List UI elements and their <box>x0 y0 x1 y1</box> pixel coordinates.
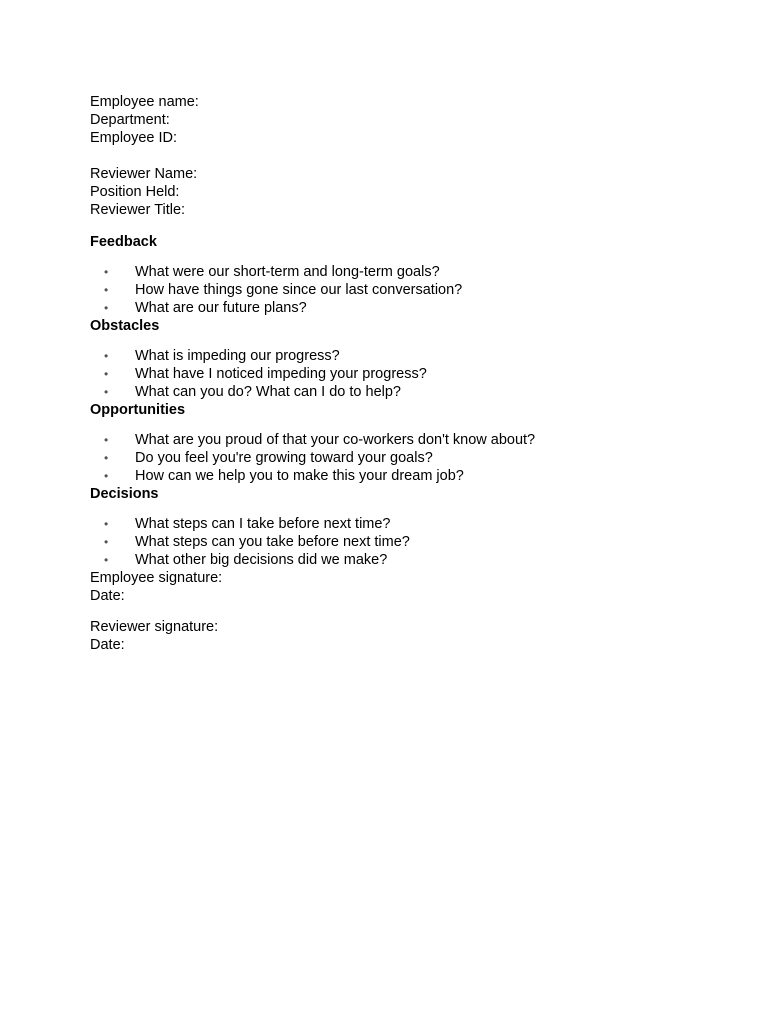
list-item-text: What were our short-term and long-term goals? <box>135 264 440 280</box>
list-item <box>90 263 710 281</box>
section-heading-decisions: Decisions <box>90 486 159 502</box>
decisions-list <box>90 515 710 569</box>
list-item-text: What have I noticed impeding your progress? <box>135 366 427 382</box>
list-item <box>90 281 710 299</box>
section-heading-opportunities: Opportunities <box>90 402 186 418</box>
section-heading-feedback: Feedback <box>90 234 157 250</box>
list-item <box>90 365 710 383</box>
bullet-icon: • <box>104 385 109 399</box>
list-item <box>90 467 710 485</box>
list-item-text: What steps can you take before next time? <box>135 534 410 550</box>
department-label: Department: <box>90 112 170 128</box>
list-item <box>90 299 710 317</box>
list-item <box>90 431 710 449</box>
reviewer-name-label: Reviewer Name: <box>90 166 198 182</box>
list-item-text: What steps can I take before next time? <box>135 516 391 532</box>
list-item-text: What are you proud of that your co-workers don't know about? <box>135 432 536 448</box>
list-item <box>90 347 710 365</box>
reviewer-signature-label: Reviewer signature: <box>90 619 219 635</box>
bullet-icon: • <box>104 301 109 315</box>
employee-id-label: Employee ID: <box>90 130 178 146</box>
document-page <box>90 93 710 654</box>
employee-signature-label: Employee signature: <box>90 570 223 586</box>
bullet-icon: • <box>104 349 109 363</box>
spacer <box>90 147 710 165</box>
reviewer-title-label: Reviewer Title: <box>90 202 186 218</box>
position-held-label: Position Held: <box>90 184 180 200</box>
bullet-icon: • <box>104 367 109 381</box>
list-item <box>90 383 710 401</box>
section-heading-obstacles: Obstacles <box>90 318 160 334</box>
opportunities-list <box>90 431 710 485</box>
obstacles-list <box>90 347 710 401</box>
list-item-text: Do you feel you're growing toward your goals? <box>135 450 433 466</box>
list-item <box>90 515 710 533</box>
list-item-text: How have things gone since our last conversation? <box>135 282 463 298</box>
feedback-list <box>90 263 710 317</box>
bullet-icon: • <box>104 265 109 279</box>
bullet-icon: • <box>104 553 109 567</box>
employee-date-label: Date: <box>90 588 125 604</box>
bullet-icon: • <box>104 535 109 549</box>
reviewer-date-label: Date: <box>90 637 125 653</box>
bullet-icon: • <box>104 433 109 447</box>
bullet-icon: • <box>104 451 109 465</box>
list-item-text: What other big decisions did we make? <box>135 552 388 568</box>
list-item-text: What can you do? What can I do to help? <box>135 384 401 400</box>
list-item <box>90 551 710 569</box>
list-item-text: What are our future plans? <box>135 300 307 316</box>
bullet-icon: • <box>104 283 109 297</box>
employee-name-label: Employee name: <box>90 94 199 110</box>
bullet-icon: • <box>104 469 109 483</box>
list-item <box>90 449 710 467</box>
list-item-text: What is impeding our progress? <box>135 348 340 364</box>
list-item-text: How can we help you to make this your dream job? <box>135 468 464 484</box>
list-item <box>90 533 710 551</box>
bullet-icon: • <box>104 517 109 531</box>
